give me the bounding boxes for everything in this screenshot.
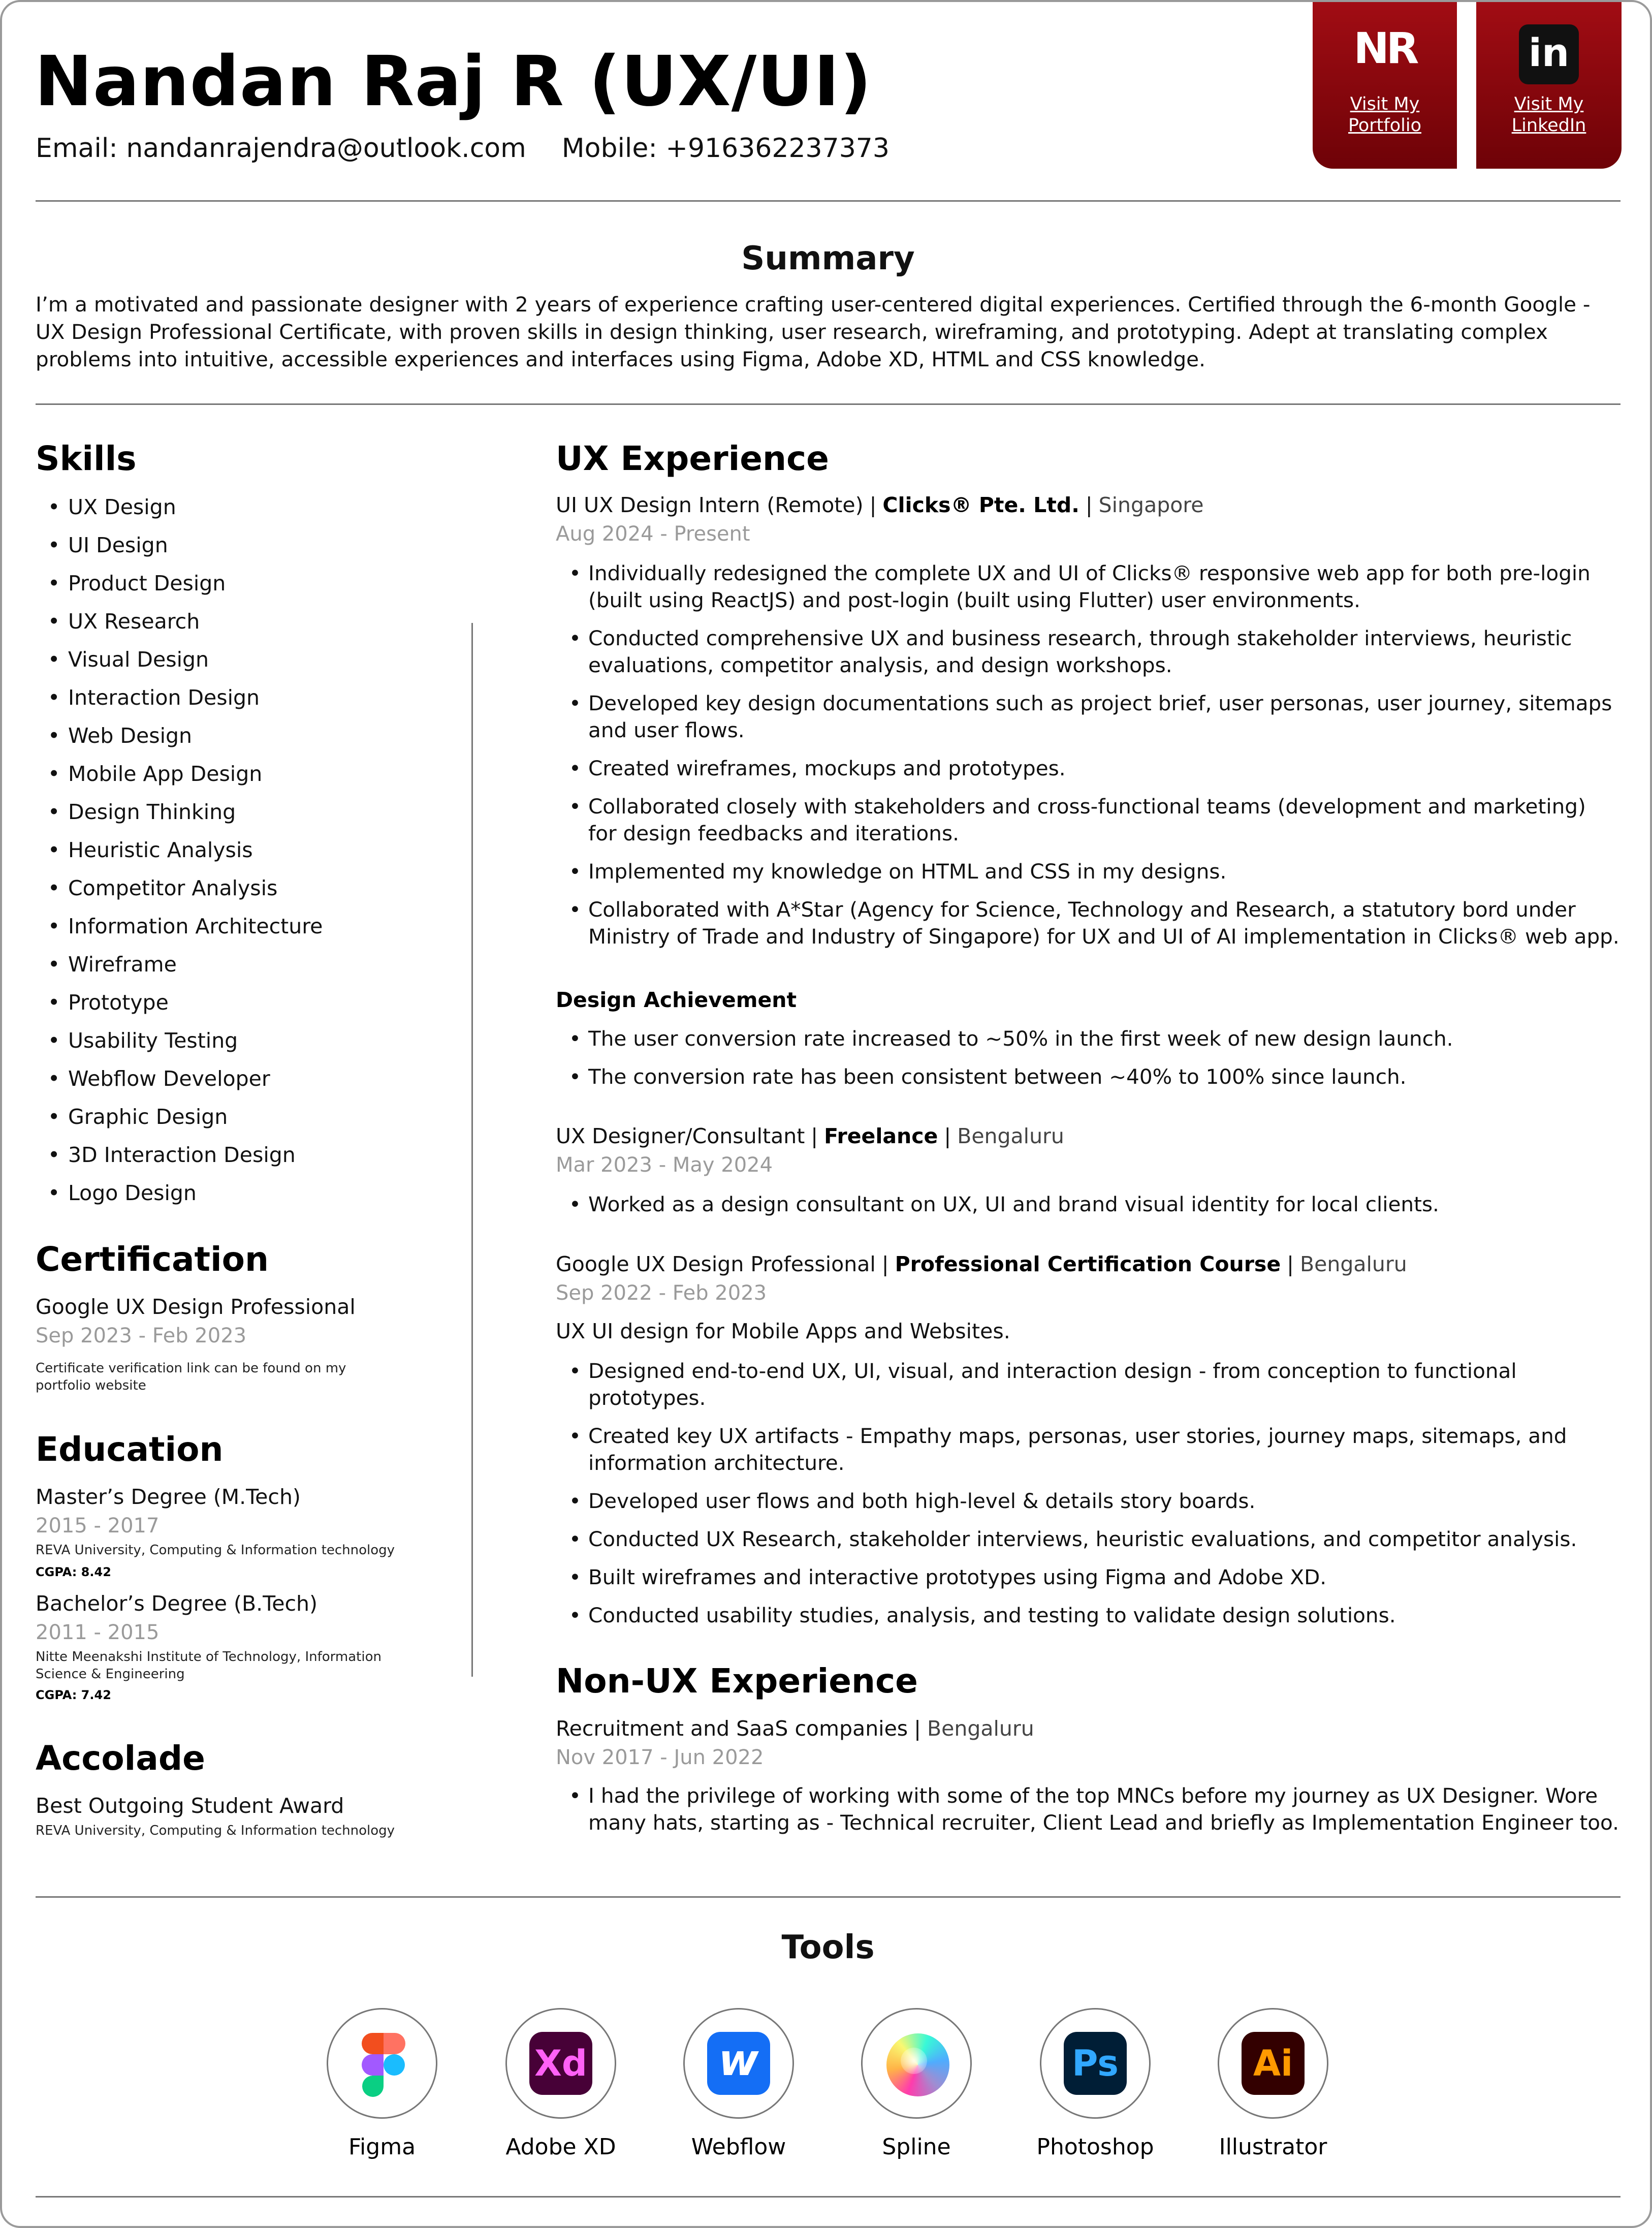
- skill-item: • UX Design: [48, 493, 323, 531]
- job-location: Bengaluru: [927, 1716, 1034, 1741]
- linkedin-link[interactable]: [1476, 93, 1622, 136]
- job-company: Clicks® Pte. Ltd.: [882, 493, 1079, 517]
- linkedin-link-line1: Visit My: [1514, 94, 1584, 114]
- tool-circle: [861, 2008, 972, 2119]
- skill-item: • Webflow Developer: [48, 1064, 323, 1103]
- tool-circle: [683, 2008, 794, 2119]
- summary-title: Summary: [741, 240, 915, 277]
- tool-spline: [840, 2008, 993, 2160]
- job-bullet: • Developed user flows and both high-level & details story boards.: [569, 1488, 1621, 1515]
- achievement-bullets: [569, 1025, 1621, 1102]
- job-header: UI UX Design Intern (Remote) | Clicks® Pte. Ltd. | Singapore: [556, 493, 1204, 517]
- education-cgpa: CGPA: 8.42: [36, 1565, 111, 1579]
- skill-item: • 3D Interaction Design: [48, 1141, 323, 1179]
- tool-webflow: [662, 2008, 815, 2160]
- job-location: Bengaluru: [1299, 1252, 1407, 1276]
- skill-item: • Mobile App Design: [48, 760, 323, 798]
- job-dates: Aug 2024 - Present: [556, 522, 750, 546]
- skill-item: • UI Design: [48, 531, 323, 569]
- accolade-name: Best Outgoing Student Award: [36, 1794, 344, 1818]
- spline-icon: [886, 2033, 949, 2096]
- education-dates: 2015 - 2017: [36, 1514, 160, 1537]
- skill-item: • Web Design: [48, 721, 323, 760]
- tool-label: Figma: [348, 2134, 416, 2160]
- job-role: Google UX Design Professional: [556, 1252, 876, 1276]
- job-bullet: • Worked as a design consultant on UX, UI and brand visual identity for local clients.: [569, 1191, 1621, 1218]
- job-bullet: • Conducted comprehensive UX and business research, through stakeholder interviews, heuristic evaluations, competitor analysis, and design workshops.: [569, 625, 1621, 679]
- non-ux-experience-title: Non-UX Experience: [556, 1661, 918, 1701]
- education-school: Nitte Meenakshi Institute of Technology, Information Science & Engineering: [36, 1649, 382, 1682]
- header-divider: [36, 200, 1621, 202]
- education-degree: Bachelor’s Degree (B.Tech): [36, 1591, 318, 1616]
- skill-item: • Competitor Analysis: [48, 874, 323, 912]
- job-role: Recruitment and SaaS companies: [556, 1716, 908, 1741]
- education-degree: Master’s Degree (M.Tech): [36, 1485, 301, 1509]
- linkedin-link-line2: LinkedIn: [1511, 115, 1586, 136]
- tool-adobe-xd: [485, 2008, 637, 2160]
- achievement-bullet: • The user conversion rate increased to ~50% in the first week of new design launch.: [569, 1025, 1621, 1052]
- bottom-divider: [36, 2196, 1621, 2198]
- email-text[interactable]: Email: nandanrajendra@outlook.com: [36, 133, 526, 164]
- job-dates: Nov 2017 - Jun 2022: [556, 1746, 764, 1769]
- figma-icon: [362, 2033, 405, 2097]
- accolade-title: Accolade: [36, 1739, 205, 1778]
- education-school: REVA University, Computing & Information technology: [36, 1543, 395, 1558]
- job-header: UX Designer/Consultant | Freelance | Bengaluru: [556, 1124, 1064, 1148]
- tool-label: Adobe XD: [505, 2134, 616, 2160]
- job-header: Recruitment and SaaS companies | Bengaluru: [556, 1716, 1034, 1741]
- certification-note: Certificate verification link can be found on my portfolio website: [36, 1361, 346, 1393]
- accolade-school: REVA University, Computing & Information technology: [36, 1823, 395, 1838]
- job-location: Singapore: [1098, 493, 1204, 517]
- job-bullet: • Collaborated closely with stakeholders and cross-functional teams (development and marketing) for design feedbacks and iterations.: [569, 793, 1621, 847]
- tool-label: Photoshop: [1036, 2134, 1154, 2160]
- skill-item: • Logo Design: [48, 1179, 323, 1217]
- achievement-bullet: • The conversion rate has been consistent between ~40% to 100% since launch.: [569, 1063, 1621, 1090]
- skill-item: • Visual Design: [48, 645, 323, 683]
- summary-divider: [36, 403, 1621, 405]
- skill-item: • Prototype: [48, 988, 323, 1026]
- certification-dates: Sep 2023 - Feb 2023: [36, 1324, 247, 1347]
- job-bullets: [569, 1191, 1621, 1229]
- job-bullet: • Individually redesigned the complete UX and UI of Clicks® responsive web app for both pre-login (built using ReactJS) and post-login (built using Flutter) user environments.: [569, 560, 1621, 614]
- portfolio-link-line1: Visit My: [1350, 94, 1420, 114]
- linkedin-icon: in: [1519, 24, 1579, 84]
- job-bullet: • Created key UX artifacts - Empathy maps, personas, user stories, journey maps, sitemaps, and information architecture.: [569, 1423, 1621, 1477]
- illustrator-icon: Ai: [1242, 2032, 1305, 2095]
- skill-item: • Heuristic Analysis: [48, 836, 323, 874]
- portfolio-card[interactable]: [1313, 0, 1457, 169]
- job-bullets: [569, 1782, 1621, 1847]
- skill-item: • Product Design: [48, 569, 323, 607]
- summary-text: I’m a motivated and passionate designer with 2 years of experience crafting user-centered digital experiences. Certified through the 6-month Google - UX Design Professional Certificate, with proven skills in design thinking, user research, wireframing, and prototyping. Adept at translating complex problems into intuitive, accessible experiences and interfaces using Figma, Adobe XD, HTML and CSS knowledge.: [36, 292, 1591, 371]
- job-bullet: • Collaborated with A*Star (Agency for Science, Technology and Research, a statutory bord under Ministry of Trade and Industry of Singapore) for UX and UI of AI implementation in Clicks® web app.: [569, 896, 1621, 950]
- mobile-text[interactable]: Mobile: +916362237373: [561, 133, 889, 164]
- skills-list: [48, 493, 323, 1217]
- candidate-name: Nandan Raj R (UX/UI): [35, 42, 872, 122]
- job-bullet: • Built wireframes and interactive prototypes using Figma and Adobe XD.: [569, 1564, 1621, 1591]
- job-bullets: [569, 560, 1621, 961]
- tools-title: Tools: [781, 1929, 875, 1966]
- adobe-xd-icon: Xd: [529, 2032, 592, 2095]
- job-header: Google UX Design Professional | Professional Certification Course | Bengaluru: [556, 1252, 1407, 1276]
- design-achievement-title: Design Achievement: [556, 988, 797, 1012]
- photoshop-icon: Ps: [1064, 2032, 1127, 2095]
- job-bullet: • Developed key design documentations such as project brief, user personas, user journey, sitemaps and user flows.: [569, 690, 1621, 744]
- job-bullet: • Conducted usability studies, analysis, and testing to validate design solutions.: [569, 1602, 1621, 1629]
- job-company: Freelance: [824, 1124, 938, 1148]
- tool-circle: [1218, 2008, 1328, 2119]
- tool-label: Illustrator: [1219, 2134, 1327, 2160]
- education-dates: 2011 - 2015: [36, 1621, 160, 1644]
- education-cgpa: CGPA: 7.42: [36, 1688, 111, 1702]
- job-bullet: • Conducted UX Research, stakeholder interviews, heuristic evaluations, and competitor analysis.: [569, 1526, 1621, 1553]
- tool-circle: [505, 2008, 616, 2119]
- education-title: Education: [36, 1430, 224, 1469]
- tool-figma: [306, 2008, 458, 2160]
- job-bullet: • Created wireframes, mockups and prototypes.: [569, 755, 1621, 782]
- skill-item: • Wireframe: [48, 950, 323, 988]
- skill-item: • UX Research: [48, 607, 323, 645]
- certification-name: Google UX Design Professional: [36, 1295, 356, 1319]
- job-dates: Mar 2023 - May 2024: [556, 1153, 773, 1177]
- job-intro: UX UI design for Mobile Apps and Websites.: [556, 1319, 1010, 1343]
- tool-circle: [1040, 2008, 1151, 2119]
- certification-title: Certification: [36, 1240, 269, 1279]
- skill-item: • Graphic Design: [48, 1103, 323, 1141]
- skill-item: • Usability Testing: [48, 1026, 323, 1064]
- webflow-icon: w: [707, 2032, 770, 2095]
- tools-top-divider: [36, 1896, 1621, 1898]
- column-divider: [471, 623, 473, 1677]
- job-role: UX Designer/Consultant: [556, 1124, 805, 1148]
- portfolio-link[interactable]: [1313, 93, 1457, 136]
- linkedin-card[interactable]: [1476, 0, 1622, 169]
- tool-illustrator: [1197, 2008, 1349, 2160]
- tool-label: Spline: [882, 2134, 951, 2160]
- job-bullets: [569, 1358, 1621, 1640]
- job-role: UI UX Design Intern (Remote): [556, 493, 864, 517]
- job-bullet: • Designed end-to-end UX, UI, visual, and interaction design - from conception to functional prototypes.: [569, 1358, 1621, 1411]
- job-location: Bengaluru: [957, 1124, 1064, 1148]
- tool-label: Webflow: [691, 2134, 786, 2160]
- nr-logo-icon: NR: [1353, 23, 1416, 73]
- contact-line: [36, 133, 889, 164]
- skill-item: • Information Architecture: [48, 912, 323, 950]
- job-bullet: • I had the privilege of working with some of the top MNCs before my journey as UX Designer. Wore many hats, starting as - Technical recruiter, Client Lead and briefly as Implementation Engineer too.: [569, 1782, 1621, 1836]
- job-dates: Sep 2022 - Feb 2023: [556, 1281, 767, 1305]
- tool-circle: [327, 2008, 437, 2119]
- tool-photoshop: [1019, 2008, 1171, 2160]
- skill-item: • Design Thinking: [48, 798, 323, 836]
- portfolio-link-line2: Portfolio: [1348, 115, 1421, 136]
- skill-item: • Interaction Design: [48, 683, 323, 721]
- job-company: Professional Certification Course: [895, 1252, 1281, 1276]
- ux-experience-title: UX Experience: [556, 439, 829, 478]
- job-bullet: • Implemented my knowledge on HTML and CSS in my designs.: [569, 858, 1621, 885]
- skills-title: Skills: [36, 439, 137, 478]
